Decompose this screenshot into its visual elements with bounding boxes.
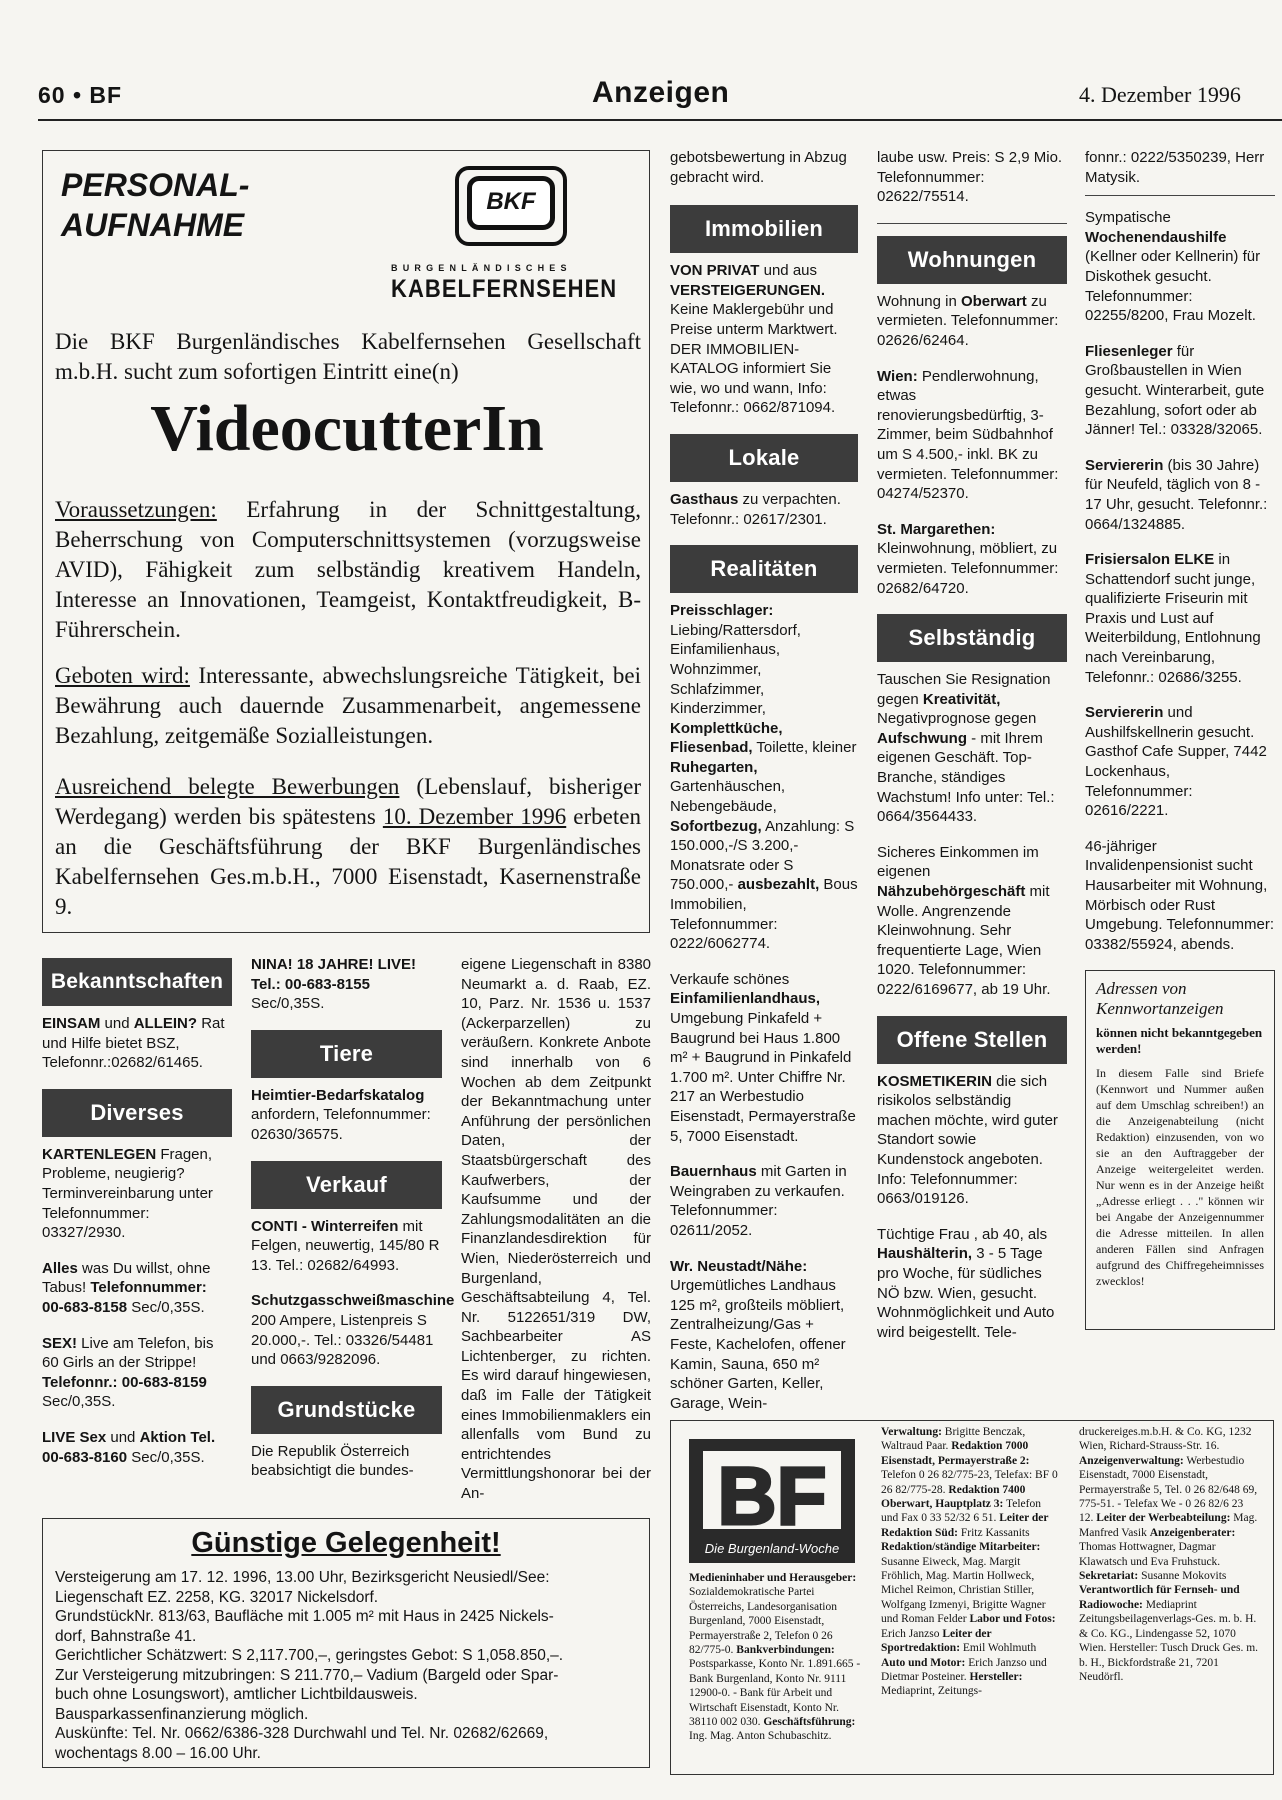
auction-line: GrundstückNr. 813/63, Baufläche mit 1.005 m² mit Haus in 2425 Nickels- [55, 1608, 554, 1625]
ad-item: Serviererin (bis 30 Jahre) für Neufeld, täglich von 8 - 17 Uhr, gesucht. Telefonnr.: 0664/1324885. [1085, 456, 1268, 533]
column-tiere-verkauf [251, 955, 455, 1497]
page-number: 60 • BF [38, 82, 123, 108]
ad-item: Schutzgasschweißmaschine 200 Ampere, Listenpreis S 20.000,-. Tel.: 03326/54481 und 0663/9282096. [251, 1292, 455, 1369]
logo-subtitle: BURGENLÄNDISCHES [391, 263, 572, 273]
ad-item: EINSAM und ALLEIN? Rat und Hilfe bietet BSZ, Telefonnr.:02682/61465. [42, 1015, 225, 1072]
heading-offene-stellen: Offene Stellen [877, 1016, 1067, 1064]
impressum-box [670, 1420, 1274, 1775]
ad-item: 46-jähriger Invalidenpensionist sucht Hausarbeiter mit Wohnung, Mörbisch oder Rust Umgebung. Telefonnummer: 03382/55924, abends. [1085, 837, 1274, 953]
auction-text [55, 1568, 637, 1763]
ad-item: Sympatische Wochenendaushilfe (Kellner oder Kellnerin) für Diskothek gesucht. Telefonnummer: 02255/8200, Frau Mozelt. [1085, 209, 1261, 325]
header-rule [38, 119, 1282, 121]
job-ad-box [42, 150, 650, 933]
ad-item: Bauernhaus mit Garten in Weingraben zu verkaufen. Telefonnummer: 02611/2052. [670, 1163, 847, 1239]
logo-name: KABELFERNSEHEN [391, 275, 618, 303]
ad-item: Gasthaus zu verpachten. Telefonnr.: 02617/2301. [670, 490, 841, 528]
ad-item: KOSMETIKERIN die sich risikolos selbständig machen möchte, wird guter Standort sowie Kundenstock angeboten. Info: Telefonnummer: 0663/019126. [877, 1072, 1058, 1208]
ad-item: Preisschlager: Liebing/Rattersdorf, Einfamilienhaus, Wohnzimmer, Schlafzimmer, Kinderzimmer, Komplettküche, Fliesenbad, Toilette, kleiner Ruhegarten, Gartenhäuschen, Nebengebäude, Sofortbezug, Anzahlung: S 150.000,-/S 3.200,- Monatsrate oder S 750.000,- ausbezahlt, Bous Immobilien, Telefonnummer: 0222/6062774. [670, 602, 858, 953]
ad-item: Tauschen Sie Resignation gegen Kreativität, Negativprognose gegen Aufschwung - mit Ihrem eigenen Geschäft. Top-Branche, ständiges Wachstum! Info unter: Tel.: 0664/3564433. [877, 671, 1055, 826]
notice-title: Adressen von Kennwortanzeigen [1096, 979, 1224, 1019]
impressum-col-2: Verwaltung: Brigitte Benczak, Waltraud Paar. Redaktion 7000 Eisenstadt, Permayerstraße 2: Telefon 0 26 82/775-23, Telefax: BF 0 26 82/775-28. Redaktion 7400 Oberwart, Hauptplatz 3: Telefon und Fax 0 33 52/32 6 51. Leiter der Redaktion Süd: Fritz Kassanits Redaktion/ständige Mitarbeiter: Susanne Eiweck, Mag. Margit Fröhlich, Mag. Martin Hollweck, Michel Reimon, Christian Stiller, Wolfgang Izmenyi, Brigitte Wagner und Roman Felder Labor und Fotos: Erich Janzso Leiter der Sportredaktion: Emil Wohlmuth Auto und Motor: Erich Janzso und Dietmar Posteiner. Hersteller: Mediaprint, Zeitungs- [881, 1426, 1058, 1698]
column-stellen-2: fonnr.: 0222/5350239, Herr Matysik. Sympatische Wochenendaushilfe (Kellner oder Kellnerin) für Diskothek gesucht. Telefonnummer: 02255/8200, Frau Mozelt. Fliesenleger für Großbaustellen in Wien gesucht. Winterarbeit, gute Bezahlung, sofort oder ab Jänner! Tel.: 03328/32065. Serviererin (bis 30 Jahre) für Neufeld, täglich von 8 - 17 Uhr, gesucht. Telefonnr.: 0664/1324885. Frisiersalon ELKE in Schattendorf sucht junge, qualifizierte Friseurin mit Praxis und Lust auf Weiterbildung, Entlohnung nach Vereinbarung, Telefonnr.: 02686/3255. Serviererin und Aushilfskellnerin gesucht. Gasthof Cafe Supper, 7442 Lockenhaus, Telefonnummer: 02616/2221. 46-jähriger Invalidenpensionist sucht Hausarbeiter mit Wohnung, Mörbisch oder Rust Umgebung. Telefonnummer: 03382/55924, abends. Adressen von Kennwortanzeigen können nicht bekanntgegeben werden! In diesem Falle sind Briefe (Kennwort und Nummer außen auf dem Umschlag schreiben!) an die Anzeigenabteilung (nicht Redaktion) einzusenden, von wo sie an den Auftraggeber der Anzeige weitergeleitet werden. Nur wenn es in der Anzeige heißt „Adresse erliegt . . ." können wir bei Angabe der Anzeigennummer die Adresse mitteilen. In allen anderen Fällen sind Anfragen aufgrund des Chiffregeheimnisses zwecklos! [1085, 148, 1275, 1330]
ad-item: SEX! Live am Telefon, bis 60 Girls an der Strippe! Telefonnr.: 00-683-8159 Sec/0,35S. [42, 1334, 214, 1411]
impressum-col-1: Medieninhaber und Herausgeber: Sozialdemokratische Partei Österreichs, Landesorganisation Burgenland, 7000 Eisenstadt, Permayerstraße 2, Telefon 0 26 82/775-0. Bankverbindungen: Postsparkasse, Konto Nr. 1.891.665 - Bank Burgenland, Konto Nr. 9111 12900-0. - Bank für Arbeit und Wirtschaft Eisenstadt, Konto Nr. 38110 002 030. Geschäftsführung: Ing. Mag. Anton Schubaschitz. [689, 1572, 861, 1743]
ad-item: St. Margarethen: Kleinwohnung, möbliert, zu vermieten. Telefonnummer: 02682/64720. [877, 520, 1059, 597]
ad-item: LIVE Sex und Aktion Tel. 00-683-8160 Sec/0,35S. [42, 1428, 216, 1466]
auction-title: Günstige Gelegenheit! [191, 1527, 501, 1559]
ad-item: Alles was Du willst, ohne Tabus! Telefonnummer: 00-683-8158 Sec/0,35S. [42, 1259, 211, 1316]
ad-item: VON PRIVAT und aus VERSTEIGERUNGEN. Keine Maklergebühr und Preise unterm Marktwert. DER IMMOBILIEN-KATALOG informiert Sie wie, wo und wann, Info: Telefonnr.: 0662/871094. [670, 262, 838, 417]
heading-selbstaendig: Selbständig [877, 614, 1067, 662]
ad-item: Wien: Pendlerwohnung, etwas renovierungsbedürftig, 3-Zimmer, beim Südbahnhof um S 4.500,- inkl. BK zu vermieten. Telefonnummer: 04274/52370. [877, 367, 1059, 503]
ad-item: Frisiersalon ELKE in Schattendorf sucht junge, qualifizierte Friseurin mit Praxis und Lust auf Weiterbildung, Entlohnung nach Vereinbarung, Telefonnr.: 02686/3255. [1085, 551, 1261, 686]
column-wohnungen: laube usw. Preis: S 2,9 Mio. Telefonnummer: 02622/75514. Wohnungen Wohnung in Oberwart zu vermieten. Telefonnummer: 02626/62464. Wien: Pendlerwohnung, etwas renovierungsbedürftig, 3-Zimmer, beim Südbahnhof um S 4.500,- inkl. BK zu vermieten. Telefonnummer: 04274/52370. St. Margarethen: Kleinwohnung, möbliert, zu vermieten. Telefonnummer: 02682/64720. Selbständig Tauschen Sie Resignation gegen Kreativität, Negativprognose gegen Aufschwung - mit Ihrem eigenen Geschäft. Top-Branche, ständiges Wachstum! Info unter: Tel.: 0664/3564433. Sicheres Einkommen im eigenen Nähzubehörgeschäft mit Wolle. Angrenzende Kleinwohnung. Sehr frequentierte Lage, Wien 1020. Telefonnummer: 0222/6169677, ab 19 Uhr. Offene Stellen KOSMETIKERIN die sich risikolos selbständig machen möchte, wird guter Standort sowie Kundenstock angeboten. Info: Telefonnummer: 0663/019126. Tüchtige Frau , ab 40, als Haushälterin, 3 - 5 Tage pro Woche, für südliches NÖ bzw. Wien, gesucht. Wohnmöglichkeit und Auto wird beigestellt. Tele- [877, 148, 1067, 1358]
ad-item: Heimtier-Bedarfskatalog anfordern, Telefonnummer: 02630/36575. [251, 1086, 431, 1143]
heading-grundstuecke: Grundstücke [251, 1386, 442, 1434]
issue-date: 4. Dezember 1996 [1079, 82, 1241, 107]
ad-item: Wr. Neustadt/Nähe: Urgemütliches Landhaus 125 m², großteils möbliert, Zentralheizung/Gas + Feste, Kachelofen, offener Kamin, Sauna, 650 m² schöner Garten, Keller, Garage, Wein- [670, 1257, 846, 1412]
heading-immobilien: Immobilien [670, 205, 858, 253]
notice-text: In diesem Falle sind Briefe (Kennwort und Nummer außen auf dem Umschlag schreiben!) an die Anzeigenabteilung (nicht Redaktion) einzusenden, von wo sie an den Auftraggeber der Anzeige weitergeleitet werden. Nur wenn es in der Anzeige heißt „Adresse erliegt . . ." können wir bei Angabe der Anzeigennummer die Adresse mitteilen. In allen anderen Fällen sind Anfragen aufgrund des Chiffregeheimnisses zwecklos! [1096, 1066, 1264, 1289]
heading-bekanntschaften: Bekanntschaften [42, 958, 232, 1006]
ad-item: Sicheres Einkommen im eigenen Nähzubehörgeschäft mit Wolle. Angrenzende Kleinwohnung. Sehr frequentierte Lage, Wien 1020. Telefonnummer: 0222/6169677, ab 19 Uhr. [877, 843, 1051, 998]
page-header [38, 76, 1282, 122]
ad-item: Verkaufe schönes Einfamilienlandhaus, Umgebung Pinkafeld + Baugrund bei Haus 1.800 m² + Baugrund in Pinkafeld 1.700 m². Unter Chiffre Nr. 217 an Werbestudio Eisenstadt, Permayerstraße 5, 7000 Eisenstadt. [670, 970, 856, 1145]
auction-line: buch ohne Losungswort), amtlicher Lichtbildausweis. [55, 1686, 418, 1703]
bf-logo-text: BF [697, 1445, 847, 1535]
job-requirements: Voraussetzungen: Erfahrung in der Schnittgestaltung, Beherrschung von Computerschnittsystemen (vorzugsweise AVID), Fähigkeit zum selbständig kreativem Handeln, Interesse an Innovationen, Teamgeist, Kontaktfreudigkeit, B-Führerschein. [55, 497, 641, 642]
job-apply: Ausreichend belegte Bewerbungen (Lebenslauf, bisheriger Werdegang) werden bis spätestens 10. Dezember 1996 erbeten an die Geschäftsführung der BKF Burgenländisches Kabelfernsehen Ges.m.b.H., 7000 Eisenstadt, Kasernenstraße 9. [55, 774, 641, 919]
notice-box [1085, 970, 1275, 1330]
ad-item: Fliesenleger für Großbaustellen in Wien gesucht. Winterarbeit, gute Bezahlung, sofort oder ab Jänner! Tel.: 03328/32065. [1085, 342, 1265, 439]
auction-line: Versteigerung am 17. 12. 1996, 13.00 Uhr, Bezirksgericht Neusiedl/See: [55, 1569, 550, 1586]
job-intro: Die BKF Burgenländisches Kabelfernsehen Gesellschaft m.b.H. sucht zum sofortigen Eintritt eine(n) [55, 329, 641, 384]
auction-line: Bausparkassenfinanzierung möglich. [55, 1705, 309, 1723]
auction-line: Liegenschaft EZ. 2258, KG. 32017 Nickelsdorf. [55, 1588, 379, 1606]
ad-item: Wohnung in Oberwart zu vermieten. Telefonnummer: 02626/62464. [877, 292, 1059, 349]
logo-text: BKF [486, 188, 536, 215]
auction-line: Zur Versteigerung mitzubringen: S 211.770,– Vadium (Bargeld oder Spar- [55, 1666, 559, 1684]
ad-item: eigene Liegenschaft in 8380 Neumarkt a. d. Raab, EZ. 10, Parz. Nr. 1536 u. 1537 (Ackerparzellen) zu veräußern. Konkrete Anbote sind innerhalb von 6 Wochen ab dem Zeitpunkt der Bekanntmachung unter Anführung der persönlichen Daten, der Staatsbürgerschaft des Kaufwerbers, der Kaufsumme und der Zahlungsmodalitäten an die Finanzlandesdirektion für Wien, Niederösterreich und Burgenland, Geschäftsabteilung 4, Tel. Nr. 5122651/319 DW, Sachbearbeiter AS Lichtenberger, zu richten. Es wird darauf hingewiesen, daß im Falle der Tätigkeit eines Immobilienmaklers ein allenfalls vom Bund zu entrichtendes Vermittlungshonorar bei der An- [461, 956, 651, 1503]
heading-realitaeten: Realitäten [670, 545, 858, 593]
job-title: VideocutterIn [150, 392, 544, 465]
bf-logo [689, 1439, 855, 1563]
auction-line: Auskünfte: Tel. Nr. 0662/6386-328 Durchwahl und Tel. Nr. 02682/62669, [55, 1725, 549, 1742]
bf-tagline: Die Burgenland-Woche [704, 1541, 840, 1556]
ad-item: NINA! 18 JAHRE! LIVE! Tel.: 00-683-8155 Sec/0,35S. [251, 956, 417, 1013]
column-immobilien: gebotsbewertung in Abzug gebracht wird. Immobilien VON PRIVAT und aus VERSTEIGERUNGEN. Keine Maklergebühr und Preise unterm Marktwert. DER IMMOBILIEN-KATALOG informiert Sie wie, wo und wann, Info: Telefonnr.: 0662/871094. Lokale Gasthaus zu verpachten. Telefonnr.: 02617/2301. Realitäten Preisschlager: Liebing/Rattersdorf, Einfamilienhaus, Wohnzimmer, Schlafzimmer, Kinderzimmer, Komplettküche, Fliesenbad, Toilette, kleiner Ruhegarten, Gartenhäuschen, Nebengebäude, Sofortbezug, Anzahlung: S 150.000,-/S 3.200,- Monatsrate oder S 750.000,- ausbezahlt, Bous Immobilien, Telefonnummer: 0222/6062774. Verkaufe schönes Einfamilienlandhaus, Umgebung Pinkafeld + Baugrund bei Haus 1.800 m² + Baugrund in Pinkafeld 1.700 m². Unter Chiffre Nr. 217 an Werbestudio Eisenstadt, Permayerstraße 5, 7000 Eisenstadt. Bauernhaus mit Garten in Weingraben zu verkaufen. Telefonnummer: 02611/2052. Wr. Neustadt/Nähe: Urgemütliches Landhaus 125 m², großteils möbliert, Zentralheizung/Gas + Feste, Kachelofen, offener Kamin, Sauna, 650 m² schöner Garten, Keller, Garage, Wein- [670, 149, 858, 1412]
job-offer: Geboten wird: Interessante, abwechslungsreiche Tätigkeit, bei Bewährung auch dauernde Zusammenarbeit, angemessene Bezahlung, zeitgemäße Sozialleistungen. [55, 663, 642, 748]
ad-item: Tüchtige Frau , ab 40, als Haushälterin, 3 - 5 Tage pro Woche, für südliches NÖ bzw. Wien, gesucht. Wohnmöglichkeit und Auto wird beigestellt. Tele- [877, 1225, 1055, 1341]
auction-ad-box [42, 1518, 650, 1768]
auction-line: wochentags 8.00 – 16.00 Uhr. [55, 1744, 261, 1762]
heading-wohnungen: Wohnungen [877, 236, 1067, 284]
heading-lokale: Lokale [670, 434, 858, 482]
auction-line: Gerichtlicher Schätzwert: S 2,117.700,–, geringstes Gebot: S 1,058.850,–. [55, 1647, 564, 1664]
heading-diverses: Diverses [42, 1089, 232, 1137]
ad-item: CONTI - Winterreifen mit Felgen, neuwertig, 145/80 R 13. Tel.: 02682/64993. [251, 1217, 440, 1274]
section-title: Anzeigen [592, 76, 730, 109]
ad-item: Die Republik Österreich beabsichtigt die bundes- [251, 1442, 414, 1480]
auction-line: dorf, Bahnstraße 41. [55, 1627, 197, 1645]
bkf-logo [455, 166, 575, 256]
heading-verkauf: Verkauf [251, 1161, 442, 1209]
ad-item: KARTENLEGEN Fragen, Probleme, neugierig? Terminvereinbarung unter Telefonnummer: 03327/2930. [42, 1145, 213, 1242]
impressum-col-3: druckereiges.m.b.H. & Co. KG, 1232 Wien, Richard-Strauss-Str. 16. Anzeigenverwaltung: Werbestudio Eisenstadt, 7000 Eisenstadt, Permayerstraße 5, Tel. 0 26 82/648 69, 775-51. - Telefax We - 0 26 82/6 23 12. Leiter der Werbeabteilung: Mag. Manfred Vasik Anzeigenberater: Thomas Hottwagner, Dagmar Klawatsch und Eva Fruhstuck. Sekretariat: Susanne Mokovits Verantwortlich für Fernseh- und Radiowoche: Mediaprint Zeitungsbeilagenverlags-Ges. m. b. H. & Co. KG., Lindengasse 52, 1070 Wien. Hersteller: Tusch Druck Ges. m. b. H., Bickfordstraße 21, 7201 Neudörfl. [1079, 1426, 1259, 1683]
ad-item: Serviererin und Aushilfskellnerin gesucht. Gasthof Cafe Supper, 7442 Lockenhaus, Telefonnummer: 02616/2221. [1085, 704, 1267, 820]
heading-tiere: Tiere [251, 1030, 442, 1078]
column-bekanntschaften [42, 950, 232, 1483]
column-liegenschaft [461, 955, 651, 1520]
notice-subtitle: können nicht bekanntgegeben werden! [1096, 1025, 1263, 1057]
job-ad-heading: PERSONAL- AUFNAHME [61, 167, 250, 243]
